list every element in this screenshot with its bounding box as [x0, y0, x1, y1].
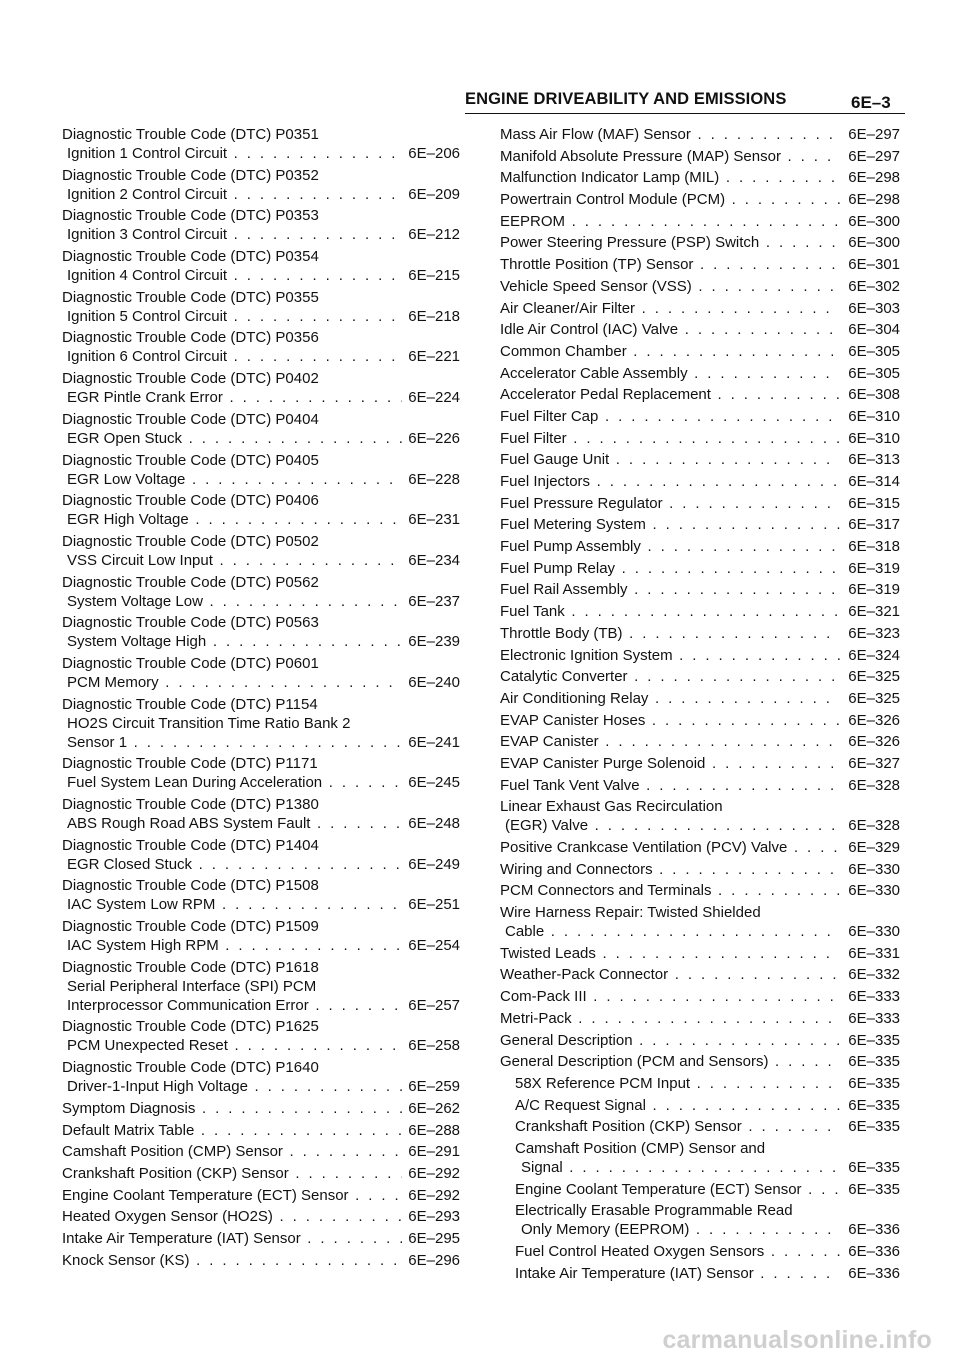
toc-entry[interactable]: [62, 1251, 460, 1270]
toc-entry-title: Throttle Body (TB): [500, 624, 623, 642]
toc-entry-page: 6E–239: [408, 633, 460, 651]
toc-entry-title: Diagnostic Trouble Code (DTC) P1508: [62, 877, 319, 895]
toc-entry-title: General Description (PCM and Sensors): [500, 1053, 769, 1071]
toc-entry[interactable]: [500, 1264, 900, 1283]
toc-entry-title: Linear Exhaust Gas Recirculation: [500, 798, 723, 816]
toc-entry-page: 6E–336: [848, 1243, 900, 1260]
toc-entry[interactable]: [62, 369, 460, 407]
toc-entry-page: 6E–328: [848, 817, 900, 835]
toc-entry-page: 6E–330: [848, 882, 900, 900]
toc-entry-title: Accelerator Cable Assembly: [500, 364, 688, 382]
toc-entry[interactable]: [62, 795, 460, 833]
toc-entry[interactable]: [62, 1121, 460, 1140]
toc-entry-title: HO2S Circuit Transition Time Ratio Bank 2: [67, 714, 351, 732]
toc-entry-title: Signal: [521, 1158, 563, 1176]
toc-entry-page: 6E–308: [848, 386, 900, 404]
toc-entry[interactable]: [62, 410, 460, 448]
toc-entry[interactable]: [500, 429, 900, 448]
toc-entry-page: 6E–318: [848, 538, 900, 556]
toc-entry-title: Cable: [505, 923, 545, 941]
toc-entry-title: Fuel Metering System: [500, 516, 646, 534]
toc-entry[interactable]: [62, 125, 460, 163]
toc-entry-page: 6E–319: [848, 559, 900, 577]
toc-entry-title: A/C Request Signal: [515, 1096, 646, 1114]
toc-entry[interactable]: [500, 212, 900, 231]
toc-entry-title: System Voltage High: [67, 633, 207, 651]
toc-entry[interactable]: [62, 1058, 460, 1096]
toc-entry-title: Com-Pack III: [500, 988, 587, 1006]
toc-entry-title: Positive Crankcase Ventilation (PCV) Valve: [500, 839, 788, 856]
toc-entry-title: Fuel Control Heated Oxygen Sensors: [515, 1243, 765, 1260]
toc-entry[interactable]: [62, 573, 460, 611]
toc-entry-title: Powertrain Control Module (PCM): [500, 191, 726, 209]
toc-entry[interactable]: [62, 288, 460, 326]
toc-entry[interactable]: [62, 695, 460, 752]
toc-entry-title: Camshaft Position (CMP) Sensor: [62, 1143, 283, 1161]
toc-entry-title: Crankshaft Position (CKP) Sensor: [62, 1164, 289, 1182]
toc-entry[interactable]: [500, 125, 900, 144]
toc-entry[interactable]: [62, 247, 460, 285]
toc-entry[interactable]: [62, 1099, 460, 1118]
toc-entry-page: 6E–330: [848, 923, 900, 941]
toc-entry[interactable]: [500, 732, 900, 751]
toc-entry-title: Fuel Filter: [500, 429, 567, 447]
toc-entry-page: 6E–305: [848, 342, 900, 360]
toc-entry-title: ABS Rough Road ABS System Fault: [67, 815, 311, 832]
toc-entry-title: EGR Low Voltage: [67, 470, 186, 488]
toc-entry-title: Air Conditioning Relay: [500, 689, 649, 707]
toc-entry[interactable]: [500, 407, 900, 426]
toc-entry-title: Knock Sensor (KS): [62, 1251, 190, 1269]
toc-entry[interactable]: [500, 1052, 900, 1071]
toc-entry-title: Diagnostic Trouble Code (DTC) P1640: [62, 1059, 319, 1077]
toc-entry-title: Camshaft Position (CMP) Sensor and: [515, 1139, 766, 1157]
toc-entry-title: Diagnostic Trouble Code (DTC) P0351: [62, 126, 319, 143]
toc-entry[interactable]: [62, 166, 460, 204]
toc-entry-title: Fuel Filter Cap: [500, 407, 599, 425]
toc-entry[interactable]: [62, 613, 460, 651]
toc-entry[interactable]: [500, 689, 900, 708]
toc-entry[interactable]: [500, 1074, 900, 1093]
toc-entry-page: 6E–328: [848, 776, 900, 794]
toc-entry-title: Diagnostic Trouble Code (DTC) P0355: [62, 288, 319, 306]
toc-entry-title: Fuel Injectors: [500, 473, 591, 490]
toc-entry[interactable]: [62, 654, 460, 692]
toc-entry-page: 6E–332: [848, 966, 900, 984]
toc-entry-page: 6E–303: [848, 299, 900, 317]
toc-entry-page: 6E–335: [848, 1096, 900, 1114]
toc-entry[interactable]: [62, 958, 460, 1015]
toc-entry[interactable]: [500, 838, 900, 857]
toc-entry[interactable]: [500, 1242, 900, 1261]
toc-entry-page: 6E–325: [848, 689, 900, 707]
toc-entry-page: 6E–292: [408, 1186, 460, 1204]
toc-entry-title: Default Matrix Table: [62, 1121, 195, 1139]
toc-entry-title: PCM Memory: [67, 673, 159, 691]
toc-entry-page: 6E–315: [848, 494, 900, 512]
toc-entry[interactable]: [500, 299, 900, 318]
toc-entry-title: Heated Oxygen Sensor (HO2S): [62, 1208, 273, 1226]
toc-entry-title: Fuel Tank: [500, 603, 565, 621]
toc-entry-title: Ignition 4 Control Circuit: [67, 267, 228, 285]
toc-entry-title: Only Memory (EEPROM): [521, 1221, 690, 1239]
toc-entry-title: Diagnostic Trouble Code (DTC) P1625: [62, 1018, 319, 1036]
toc-entry-title: (EGR) Valve: [505, 817, 589, 835]
toc-entry-title: Ignition 6 Control Circuit: [67, 348, 228, 366]
toc-entry-page: 6E–212: [408, 226, 460, 244]
toc-entry-page: 6E–317: [848, 516, 900, 534]
toc-entry-page: 6E–314: [848, 473, 900, 490]
toc-entry-page: 6E–237: [408, 592, 460, 610]
toc-entry[interactable]: [62, 328, 460, 366]
toc-entry-title: Diagnostic Trouble Code (DTC) P0352: [62, 166, 319, 184]
toc-entry-page: 6E–336: [848, 1221, 900, 1239]
toc-entry[interactable]: [500, 860, 900, 879]
toc-entry[interactable]: [500, 233, 900, 252]
toc-entry-page: 6E–319: [848, 581, 900, 599]
toc-entry-page: 6E–329: [848, 839, 900, 856]
toc-entry-title: Air Cleaner/Air Filter: [500, 299, 636, 317]
toc-entry-title: Crankshaft Position (CKP) Sensor: [515, 1118, 742, 1136]
toc-entry-title: PCM Connectors and Terminals: [500, 882, 712, 900]
toc-entry-title: EVAP Canister: [500, 733, 599, 751]
toc-entry[interactable]: [500, 580, 900, 599]
toc-entry-title: System Voltage Low: [67, 592, 203, 610]
toc-entry[interactable]: [500, 450, 900, 469]
toc-entry-title: Fuel Pump Assembly: [500, 538, 641, 556]
toc-entry[interactable]: [500, 754, 900, 773]
toc-entry-title: Diagnostic Trouble Code (DTC) P0354: [62, 248, 319, 266]
toc-entry[interactable]: [62, 1207, 460, 1226]
toc-entry-title: Manifold Absolute Pressure (MAP) Sensor: [500, 147, 781, 165]
toc-entry-title: Diagnostic Trouble Code (DTC) P1509: [62, 918, 319, 936]
toc-entry-page: 6E–228: [408, 470, 460, 488]
toc-entry[interactable]: [500, 1180, 900, 1199]
toc-entry-title: Malfunction Indicator Lamp (MIL): [500, 169, 720, 187]
section-title: ENGINE DRIVEABILITY AND EMISSIONS: [465, 90, 787, 108]
watermark: carmanualsonline.info: [662, 1326, 932, 1354]
toc-entry[interactable]: [500, 1031, 900, 1050]
toc-entry-page: 6E–325: [848, 668, 900, 686]
toc-entry-page: 6E–215: [408, 267, 460, 285]
toc-entry[interactable]: [500, 1139, 900, 1177]
toc-entry[interactable]: [500, 320, 900, 339]
toc-entry-title: Power Steering Pressure (PSP) Switch: [500, 234, 760, 252]
toc-entry-page: 6E–293: [408, 1208, 460, 1226]
toc-entry[interactable]: [500, 667, 900, 686]
toc-entry[interactable]: [62, 491, 460, 529]
toc-entry-title: EGR Pintle Crank Error: [67, 389, 223, 407]
toc-entry-page: 6E–297: [848, 126, 900, 143]
header-divider: [465, 113, 905, 114]
toc-entry[interactable]: [62, 1017, 460, 1055]
toc-entry[interactable]: [500, 277, 900, 296]
toc-entry-page: 6E–292: [408, 1164, 460, 1182]
toc-entry-title: Throttle Position (TP) Sensor: [500, 256, 694, 274]
toc-entry-page: 6E–305: [848, 364, 900, 382]
toc-entry-page: 6E–336: [848, 1264, 900, 1282]
toc-entry-title: EVAP Canister Hoses: [500, 711, 646, 729]
toc-entry-title: Fuel Pump Relay: [500, 559, 616, 577]
toc-entry-title: Diagnostic Trouble Code (DTC) P1380: [62, 796, 319, 813]
toc-entry[interactable]: [500, 559, 900, 578]
toc-entry-page: 6E–241: [408, 733, 460, 751]
toc-entry-page: 6E–335: [848, 1053, 900, 1071]
toc-entry-page: 6E–300: [848, 212, 900, 230]
toc-entry-title: Fuel Tank Vent Valve: [500, 776, 640, 794]
toc-entry-page: 6E–297: [848, 147, 900, 165]
toc-entry-page: 6E–326: [848, 733, 900, 751]
toc-entry-title: Accelerator Pedal Replacement: [500, 386, 711, 404]
toc-entry-page: 6E–249: [408, 855, 460, 873]
toc-entry-page: 6E–298: [848, 169, 900, 187]
toc-entry-page: 6E–326: [848, 711, 900, 729]
toc-entry-page: 6E–254: [408, 937, 460, 955]
toc-entry[interactable]: [500, 987, 900, 1006]
toc-entry[interactable]: [500, 515, 900, 534]
toc-entry-title: Intake Air Temperature (IAT) Sensor: [62, 1229, 301, 1247]
toc-entry[interactable]: [500, 881, 900, 900]
toc-entry[interactable]: [500, 255, 900, 274]
toc-entry-page: 6E–209: [408, 185, 460, 203]
toc-entry[interactable]: [500, 624, 900, 643]
toc-entry-title: IAC System Low RPM: [67, 896, 216, 914]
toc-entry[interactable]: [62, 206, 460, 244]
toc-entry[interactable]: [500, 944, 900, 963]
toc-entry-page: 6E–218: [408, 307, 460, 325]
toc-entry-page: 6E–335: [848, 1118, 900, 1136]
toc-entry[interactable]: [500, 1009, 900, 1028]
toc-entry-title: Ignition 1 Control Circuit: [67, 145, 228, 162]
toc-entry-page: 6E–335: [848, 1031, 900, 1049]
toc-right-column: [500, 125, 900, 1285]
toc-entry-title: EEPROM: [500, 212, 566, 230]
toc-entry-page: 6E–300: [848, 234, 900, 252]
toc-entry-title: Intake Air Temperature (IAT) Sensor: [515, 1264, 754, 1282]
page-footer: [0, 1322, 960, 1358]
toc-entry[interactable]: [500, 364, 900, 383]
toc-entry[interactable]: [500, 776, 900, 795]
toc-entry[interactable]: [500, 646, 900, 665]
toc-entry-title: Diagnostic Trouble Code (DTC) P1404: [62, 836, 319, 854]
toc-entry-page: 6E–224: [408, 389, 460, 407]
toc-entry-title: Diagnostic Trouble Code (DTC) P0402: [62, 370, 319, 388]
toc-entry-title: Weather-Pack Connector: [500, 966, 669, 984]
toc-entry-page: 6E–231: [408, 511, 460, 529]
toc-entry-title: EGR High Voltage: [67, 511, 189, 529]
toc-entry-page: 6E–221: [408, 348, 460, 366]
toc-entry-page: 6E–310: [848, 407, 900, 425]
toc-entry-title: Diagnostic Trouble Code (DTC) P0601: [62, 654, 319, 672]
toc-entry[interactable]: [500, 797, 900, 835]
toc-entry-page: 6E–257: [408, 996, 460, 1014]
toc-entry-page: 6E–226: [408, 429, 460, 447]
toc-entry-page: 6E–333: [848, 1009, 900, 1027]
toc-entry-title: Catalytic Converter: [500, 668, 628, 686]
toc-entry-title: Diagnostic Trouble Code (DTC) P0502: [62, 532, 319, 550]
toc-entry-page: 6E–327: [848, 754, 900, 772]
toc-entry[interactable]: [500, 602, 900, 621]
toc-entry-page: 6E–291: [408, 1143, 460, 1161]
toc-entry-title: Diagnostic Trouble Code (DTC) P0404: [62, 410, 319, 428]
toc-entry-page: 6E–251: [408, 896, 460, 914]
toc-entry-title: Ignition 3 Control Circuit: [67, 226, 228, 244]
toc-entry[interactable]: [62, 1142, 460, 1161]
toc-entry-page: 6E–248: [408, 815, 460, 832]
toc-entry-title: Fuel Pressure Regulator: [500, 494, 663, 512]
toc-entry[interactable]: [500, 342, 900, 361]
toc-entry[interactable]: [500, 385, 900, 404]
toc-entry-page: 6E–240: [408, 673, 460, 691]
toc-entry[interactable]: [500, 1117, 900, 1136]
toc-entry-title: Twisted Leads: [500, 944, 596, 962]
toc-entry-title: Serial Peripheral Interface (SPI) PCM: [67, 977, 317, 995]
toc-entry-page: 6E–330: [848, 860, 900, 878]
toc-entry[interactable]: [62, 917, 460, 955]
toc-entry-page: 6E–333: [848, 988, 900, 1006]
toc-entry-title: EGR Open Stuck: [67, 429, 183, 447]
toc-entry-title: Symptom Diagnosis: [62, 1099, 196, 1117]
toc-entry-title: Diagnostic Trouble Code (DTC) P1154: [62, 695, 318, 713]
toc-entry-page: 6E–296: [408, 1251, 460, 1269]
toc-entry[interactable]: [62, 836, 460, 874]
toc-entry-title: Diagnostic Trouble Code (DTC) P0353: [62, 207, 319, 225]
toc-entry-title: Fuel System Lean During Acceleration: [67, 774, 323, 792]
toc-entry-page: 6E–335: [848, 1074, 900, 1092]
toc-entry-page: 6E–301: [848, 256, 900, 274]
toc-entry[interactable]: [62, 532, 460, 570]
toc-entry[interactable]: [500, 494, 900, 513]
toc-entry-page: 6E–313: [848, 451, 900, 469]
toc-entry-title: Diagnostic Trouble Code (DTC) P1171: [62, 755, 318, 773]
toc-entry-title: Diagnostic Trouble Code (DTC) P0356: [62, 329, 319, 347]
toc-entry-page: 6E–323: [848, 624, 900, 642]
toc-entry-title: Wire Harness Repair: Twisted Shielded: [500, 904, 761, 922]
toc-entry-page: 6E–324: [848, 646, 900, 664]
toc-entry-page: 6E–234: [408, 551, 460, 569]
toc-entry-page: 6E–298: [848, 191, 900, 209]
toc-entry-title: Fuel Gauge Unit: [500, 451, 610, 469]
toc-entry[interactable]: [62, 1229, 460, 1248]
toc-entry[interactable]: [500, 903, 900, 941]
toc-entry-title: Wiring and Connectors: [500, 860, 653, 878]
toc-entry-page: 6E–259: [408, 1078, 460, 1096]
page-number: 6E–3: [851, 93, 891, 112]
toc-left-column: [62, 125, 460, 1272]
toc-entry-title: 58X Reference PCM Input: [515, 1074, 691, 1092]
toc-entry[interactable]: [500, 190, 900, 209]
toc-entry-page: 6E–245: [408, 774, 460, 792]
toc-entry-title: Ignition 5 Control Circuit: [67, 307, 228, 325]
toc-entry[interactable]: [500, 965, 900, 984]
toc-entry-title: PCM Unexpected Reset: [67, 1037, 228, 1055]
toc-entry-title: Common Chamber: [500, 342, 627, 360]
toc-entry-page: 6E–331: [848, 944, 900, 962]
toc-entry-title: Diagnostic Trouble Code (DTC) P0562: [62, 573, 319, 591]
toc-entry-page: 6E–310: [848, 429, 900, 447]
toc-entry-title: EVAP Canister Purge Solenoid: [500, 754, 706, 772]
toc-entry[interactable]: [500, 711, 900, 730]
toc-entry-title: IAC System High RPM: [67, 937, 219, 955]
toc-entry-title: Driver-1-Input High Voltage: [67, 1078, 248, 1096]
toc-entry-title: EGR Closed Stuck: [67, 855, 193, 873]
toc-entry-title: General Description: [500, 1031, 633, 1049]
toc-entry-title: Diagnostic Trouble Code (DTC) P0405: [62, 451, 319, 469]
toc-entry[interactable]: [62, 451, 460, 489]
toc-entry-title: Sensor 1: [67, 733, 128, 751]
toc-entry-title: Engine Coolant Temperature (ECT) Sensor: [515, 1180, 802, 1198]
toc-entry-title: Engine Coolant Temperature (ECT) Sensor: [62, 1186, 349, 1204]
toc-entry-title: Ignition 2 Control Circuit: [67, 185, 228, 203]
toc-entry-title: Metri-Pack: [500, 1009, 572, 1027]
toc-entry-page: 6E–295: [408, 1229, 460, 1247]
toc-entry[interactable]: [62, 876, 460, 914]
toc-entry-title: VSS Circuit Low Input: [67, 551, 213, 569]
toc-entry-page: 6E–335: [848, 1158, 900, 1176]
toc-entry[interactable]: [62, 1186, 460, 1205]
toc-entry-page: 6E–302: [848, 277, 900, 295]
toc-entry[interactable]: [500, 147, 900, 166]
toc-entry-title: Fuel Rail Assembly: [500, 581, 628, 599]
toc-entry[interactable]: [500, 472, 900, 491]
toc-entry-title: Idle Air Control (IAC) Valve: [500, 321, 679, 339]
toc-entry[interactable]: [500, 1201, 900, 1239]
toc-entry-page: 6E–288: [408, 1121, 460, 1139]
toc-entry-title: Electrically Erasable Programmable Read: [515, 1202, 793, 1220]
toc-entry-title: Mass Air Flow (MAF) Sensor: [500, 126, 691, 143]
toc-entry-page: 6E–304: [848, 321, 900, 339]
toc-entry-title: Diagnostic Trouble Code (DTC) P0406: [62, 492, 319, 510]
toc-entry-title: Interprocessor Communication Error: [67, 996, 309, 1014]
toc-entry-page: 6E–262: [408, 1099, 460, 1117]
page-header: [0, 0, 960, 120]
toc-entry-title: Electronic Ignition System: [500, 646, 673, 664]
toc-entry-page: 6E–321: [848, 603, 900, 621]
toc-entry[interactable]: [500, 168, 900, 187]
toc-entry[interactable]: [500, 1096, 900, 1115]
toc-entry-title: Diagnostic Trouble Code (DTC) P1618: [62, 958, 319, 976]
toc-entry-title: Diagnostic Trouble Code (DTC) P0563: [62, 614, 319, 632]
toc-entry-page: 6E–335: [848, 1180, 900, 1198]
toc-entry-page: 6E–258: [408, 1037, 460, 1055]
toc-entry[interactable]: [62, 1164, 460, 1183]
toc-entry[interactable]: [500, 537, 900, 556]
toc-entry[interactable]: [62, 754, 460, 792]
toc-entry-page: 6E–206: [408, 145, 460, 162]
toc-entry-title: Vehicle Speed Sensor (VSS): [500, 277, 692, 295]
